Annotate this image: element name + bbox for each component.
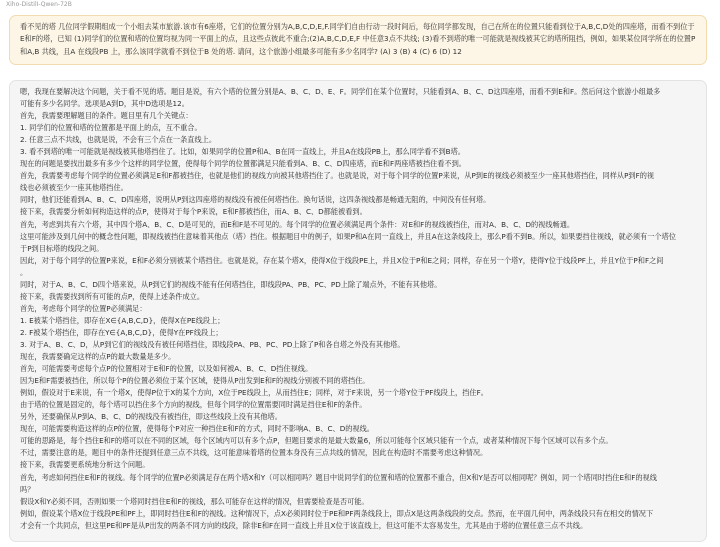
answer-line: 首先，我需要考虑每个同学的位置必须满足E和F都被挡住，也就是他们的视线方向被其他塔挡住了。也就是说，对于每个同学的位置P来说，从P到E的视线必须被至少一座其他塔挡住，同样从P到F的视 xyxy=(20,171,655,181)
answer-line: 2. 任意三点不共线，也就是说，不会有三个点在一条直线上。 xyxy=(20,135,217,145)
answer-line: 首先，考虑每个同学的位置P必须满足： xyxy=(20,303,147,313)
answer-line: 2. F被某个塔挡住，即存在Y∈{A,B,C,D}，使得Y在PF线段上； xyxy=(20,327,223,337)
answer-line: 例如，假设某个塔X位于线段PE和PF上，即同时挡住E和F的视线。这种情况下，点X必须同时位于PE和PF两条线段上，即点X是这两条线段的交点。然而，在平面几何中，两条线段只有在相交的情况下 xyxy=(20,508,654,518)
model-tag: Xiho-DistilI-Qwen-72B xyxy=(6,1,72,8)
answer-line: 首先，考虑如何挡住E和F的视线。每个同学的位置P必须满足存在两个塔X和Y（可以相同吗？题目中说同学们的位置和塔的位置都不重合，但X和Y是否可以相同呢？例如，同一个塔同时挡住E和F的视线 xyxy=(20,472,657,482)
answer-line: 例如，假设对于E来说，有一个塔X，使得P位于X的某个方向，X位于PE线段上，从而挡住E；同样，对于F来说，另一个塔Y位于PF线段上，挡住F。 xyxy=(20,388,488,398)
question-bubble xyxy=(9,15,707,65)
answer-line: 首先，考虑到共有六个塔，其中四个塔A、B、C、D是可见的，而E和F是不可见的。每个同学的位置必须满足两个条件：对E和F的视线被挡住，而对A、B、C、D的视线畅通。 xyxy=(20,219,575,229)
answer-line: 线也必须被至少一座其他塔挡住。 xyxy=(20,183,128,193)
answer-line: 因为E和F需要被挡住，所以每个P的位置必须位于某个区域，使得从P出发到E和F的视线分别被不同的塔挡住。 xyxy=(20,376,370,386)
answer-line: 1. 同学们的位置和塔的位置都是平面上的点，互不重合。 xyxy=(20,123,202,133)
answer-line: 接下来，我需要分析如何构造这样的点P，使得对于每个P来说，E和F都被挡住，而A、B、C、D都能被看到。 xyxy=(20,207,367,217)
answer-line: 现在的问题是要找出最多有多少个这样的同学位置，使得每个同学的位置都满足只能看到A、B、C、D四座塔，而E和F两座塔被挡住看不到。 xyxy=(20,159,466,169)
answer-line: 现在，可能需要构造这样的点P的位置，使得每个P对应一种挡住E和F的方式，同时不影响A、B、C、D的视线。 xyxy=(20,424,374,434)
answer-line: 同时，他们还能看到A、B、C、D四座塔，说明从P到这四座塔的视线没有被任何塔挡住。换句话说，这四条视线都是畅通无阻的，中间没有任何塔。 xyxy=(20,195,491,205)
answer-line: 于P到目标塔的线段之间。 xyxy=(20,243,104,253)
answer-bubble xyxy=(9,80,707,542)
answer-line: 吗？ xyxy=(20,484,35,494)
answer-line: 接下来，我需要更系统地分析这个问题。 xyxy=(20,460,150,470)
answer-line: 1. E被某个塔挡住，即存在X∈{A,B,C,D}，使得X在PE线段上； xyxy=(20,315,225,325)
answer-line: 才会有一个共同点，但这里PE和PF是从P出发的两条不同方向的线段，除非E和F在同一直线上并且X位于该直线上，但这可能不太容易发生，尤其是由于塔的位置任意三点不共线。 xyxy=(20,520,588,530)
answer-line: 3. 看不到塔的唯一可能就是视线被其他塔挡住了。比如，如果同学的位置P和A、B在同一直线上，并且A在线段PB上，那么同学看不到B塔。 xyxy=(20,147,465,157)
answer-line: 可能有多少名同学。选项是A到D，其中D选项是12。 xyxy=(20,99,189,109)
answer-line: 接下来，我需要找到所有可能的点P，使得上述条件成立。 xyxy=(20,291,205,301)
answer-line: 假设X和Y必须不同，否则如果一个塔同时挡住E和F的视线，那么可能存在这样的情况，但需要检查是否可能。 xyxy=(20,496,369,506)
answer-line: 。 xyxy=(20,267,28,277)
answer-line: 因此，对于每个同学的位置P来说，E和F必须分别被某个塔挡住。也就是说，存在某个塔X，使得X位于线段PE上，并且X位于P和E之间；同样，存在另一个塔Y，使得Y位于线段PF上，并且Y位于P和F之间 xyxy=(20,255,664,265)
answer-line: 可能的思路是，每个挡住E和F的塔可以在不同的区域，每个区域内可以有多个点P，但题目要求的是最大数量6，所以可能每个区域只能有一个点，或者某种情况下每个区域可以有多个点。 xyxy=(20,436,613,446)
answer-line: 现在，我需要确定这样的点P的最大数量是多少。 xyxy=(20,352,176,362)
answer-line: 首先，可能需要考虑每个点P的位置相对于E和F的位置，以及如何被A、B、C、D挡住视线。 xyxy=(20,364,313,374)
answer-line: 首先，我需要理解题目的条件。题目里有几个关键点： xyxy=(20,111,193,121)
answer-line: 不过，需要注意的是，题目中的条件还提到任意三点不共线，这可能意味着塔的位置本身没有三点共线的情况，因此在构造时不需要考虑这种情况。 xyxy=(20,448,488,458)
answer-line: 这里可能涉及到几何中的概念性问题，即视线被挡住意味着其他点（塔）挡住。根据题目中的例子，如果P和A在同一直线上，并且A在这条线段上，那么P看不到B。所以，如果要挡住视线，就必须有一个塔位 xyxy=(20,231,676,241)
answer-line: 3. 对于A、B、C、D，从P到它们的视线没有被任何塔挡住，即线段PA、PB、PC、PD上除了P和各自塔之外没有其他塔。 xyxy=(20,339,405,349)
answer-line: 由于塔的位置是固定的，每个塔可以挡住多个方向的视线，但每个同学的位置需要同时满足挡住E和F的条件。 xyxy=(20,400,367,410)
answer-line: 同时，对于A、B、C、D四个塔来说，从P到它们的视线不能有任何塔挡住，即线段PA、PB、PC、PD上除了端点外，不能有其他塔。 xyxy=(20,279,442,289)
answer-line: 嗯，我现在要解决这个问题，关于看不见的塔。题目是说，有六个塔的位置分别是A、B、C、D、E、F。同学们在某个位置时，只能看到A、B、C、D这四座塔，而看不到E和F。然后问这个旅游小组最多 xyxy=(20,87,661,96)
answer-line: 另外，还要确保从P到A、B、C、D的视线没有被挡住，即这些线段上没有其他塔。 xyxy=(20,412,282,422)
question-text: 看不见的塔 几位同学假期组成一个小组去某市旅游.该市有6座塔，它们的位置分别为A,B,C,D,E,F.同学们自由行动一段时间后，每位同学都发现，自己在所在的位置只能看到位于A,B,C,D处的四座塔，而看不到位于E和F的塔，已知 (1)同学们的位置和塔的位置均视为同一平面上的点，且这些点彼此不重合;(2)A,B,C,D,E,F 中任意3点不共线; (3)看不到塔的唯一可能就是视线被其它的塔所阻挡，例如，如果某位同学所在的位置P和A,B 共线，且A 在线段PB 上，那么该同学就看不到位于B 处的塔. 请问，这个旅游小组最多可能有多少名同学? (A) 3 (B) 4 (C) 6 (D) 12 xyxy=(20,22,696,56)
